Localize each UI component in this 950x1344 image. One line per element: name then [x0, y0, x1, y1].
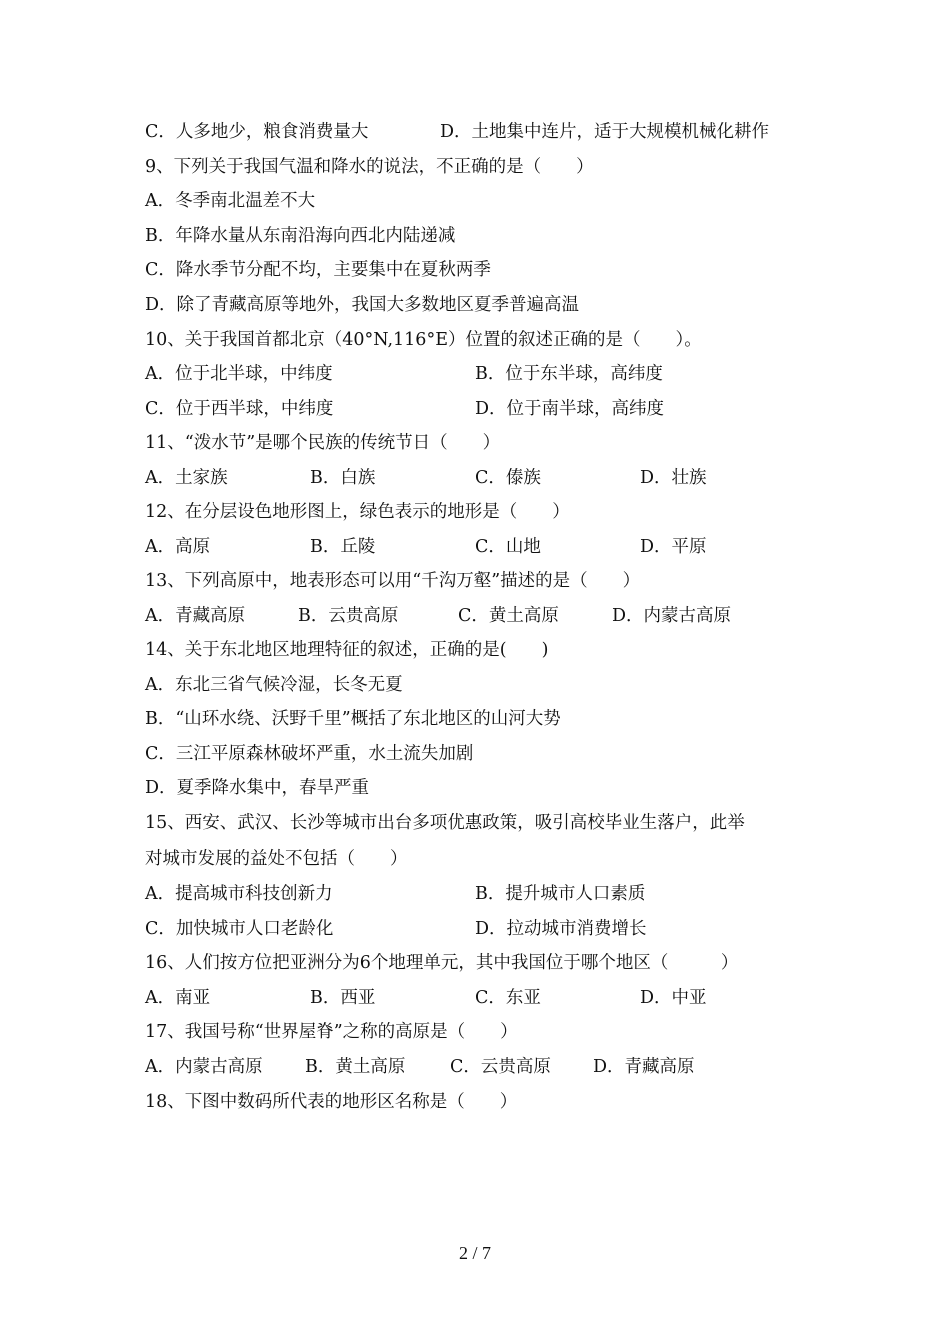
q12-options — [145, 535, 707, 559]
q10-options-cd — [145, 397, 665, 421]
question-15-line2: 对城市发展的益处不包括（ ） — [145, 849, 408, 869]
option-b: B．黄土高原 — [305, 1057, 406, 1077]
option-d: D．壮族 — [640, 468, 707, 488]
option-c: C．东亚 — [475, 988, 541, 1008]
q17-options — [145, 1055, 695, 1079]
question-13: 13、下列高原中，地表形态可以用“千沟万壑”描述的是（ ） — [145, 571, 641, 591]
q9-option-a: A．冬季南北温差不大 — [145, 191, 316, 211]
q14-option-b: B．“山环水绕、沃野千里”概括了东北地区的山河大势 — [145, 709, 561, 729]
option-a: A．内蒙古高原 — [145, 1057, 263, 1077]
option-d: D．土地集中连片，适于大规模机械化耕作 — [440, 122, 770, 142]
option-c: C．加快城市人口老龄化 — [145, 919, 334, 939]
q13-options — [145, 604, 732, 628]
option-a: A．提高城市科技创新力 — [145, 884, 333, 904]
page-number: 2 / 7 — [458, 1243, 491, 1263]
question-16: 16、人们按方位把亚洲分为6个地理单元，其中我国位于哪个地区（ ） — [145, 953, 739, 973]
option-c: C．黄土高原 — [458, 606, 559, 626]
question-11: 11、“泼水节”是哪个民族的传统节日（ ） — [145, 433, 501, 453]
q11-options — [145, 466, 707, 490]
option-a: A．位于北半球，中纬度 — [145, 364, 333, 384]
option-d: D．平原 — [640, 537, 707, 557]
option-a: A．高原 — [145, 537, 211, 557]
question-17: 17、我国号称“世界屋脊”之称的高原是（ ） — [145, 1022, 518, 1042]
q9-option-b: B．年降水量从东南沿海向西北内陆递减 — [145, 226, 456, 246]
option-d: D．内蒙古高原 — [612, 606, 732, 626]
option-b: B．位于东半球，高纬度 — [475, 364, 663, 384]
option-b: B．白族 — [310, 468, 376, 488]
q15-options-cd — [145, 917, 647, 941]
option-c: C．人多地少，粮食消费量大 — [145, 122, 369, 142]
option-a: A．南亚 — [145, 988, 211, 1008]
option-d: D．位于南半球，高纬度 — [475, 399, 665, 419]
option-c: C．傣族 — [475, 468, 541, 488]
option-b: B．云贵高原 — [298, 606, 399, 626]
option-d: D．中亚 — [640, 988, 707, 1008]
option-d: D．青藏高原 — [593, 1057, 695, 1077]
q8-options-cd — [145, 120, 770, 144]
option-c: C．云贵高原 — [450, 1057, 551, 1077]
option-d: D．拉动城市消费增长 — [475, 919, 647, 939]
q14-option-a: A．东北三省气候冷湿，长冬无夏 — [145, 675, 403, 695]
question-9: 9、下列关于我国气温和降水的说法，不正确的是（ ） — [145, 157, 594, 177]
q10-options-ab — [145, 362, 663, 386]
q14-option-c: C．三江平原森林破坏严重，水土流失加剧 — [145, 744, 474, 764]
q9-option-c: C．降水季节分配不均，主要集中在夏秋两季 — [145, 260, 491, 280]
option-a: A．青藏高原 — [145, 606, 246, 626]
q16-options — [145, 986, 707, 1010]
option-c: C．山地 — [475, 537, 541, 557]
q9-option-d: D．除了青藏高原等地外，我国大多数地区夏季普遍高温 — [145, 295, 580, 315]
option-b: B．西亚 — [310, 988, 376, 1008]
question-14: 14、关于东北地区地理特征的叙述，正确的是( ) — [145, 640, 549, 660]
question-12: 12、在分层设色地形图上，绿色表示的地形是（ ） — [145, 502, 570, 522]
q14-option-d: D．夏季降水集中，春旱严重 — [145, 778, 370, 798]
option-c: C．位于西半球，中纬度 — [145, 399, 334, 419]
option-b: B．丘陵 — [310, 537, 376, 557]
question-15-line1: 15、西安、武汉、长沙等城市出台多项优惠政策，吸引高校毕业生落户，此举 — [145, 813, 745, 833]
question-10: 10、关于我国首都北京（40°N,116°E）位置的叙述正确的是（ ）。 — [145, 330, 702, 350]
option-a: A．土家族 — [145, 468, 228, 488]
question-18: 18、下图中数码所代表的地形区名称是（ ） — [145, 1092, 518, 1112]
option-b: B．提升城市人口素质 — [475, 884, 646, 904]
q15-options-ab — [145, 882, 646, 906]
